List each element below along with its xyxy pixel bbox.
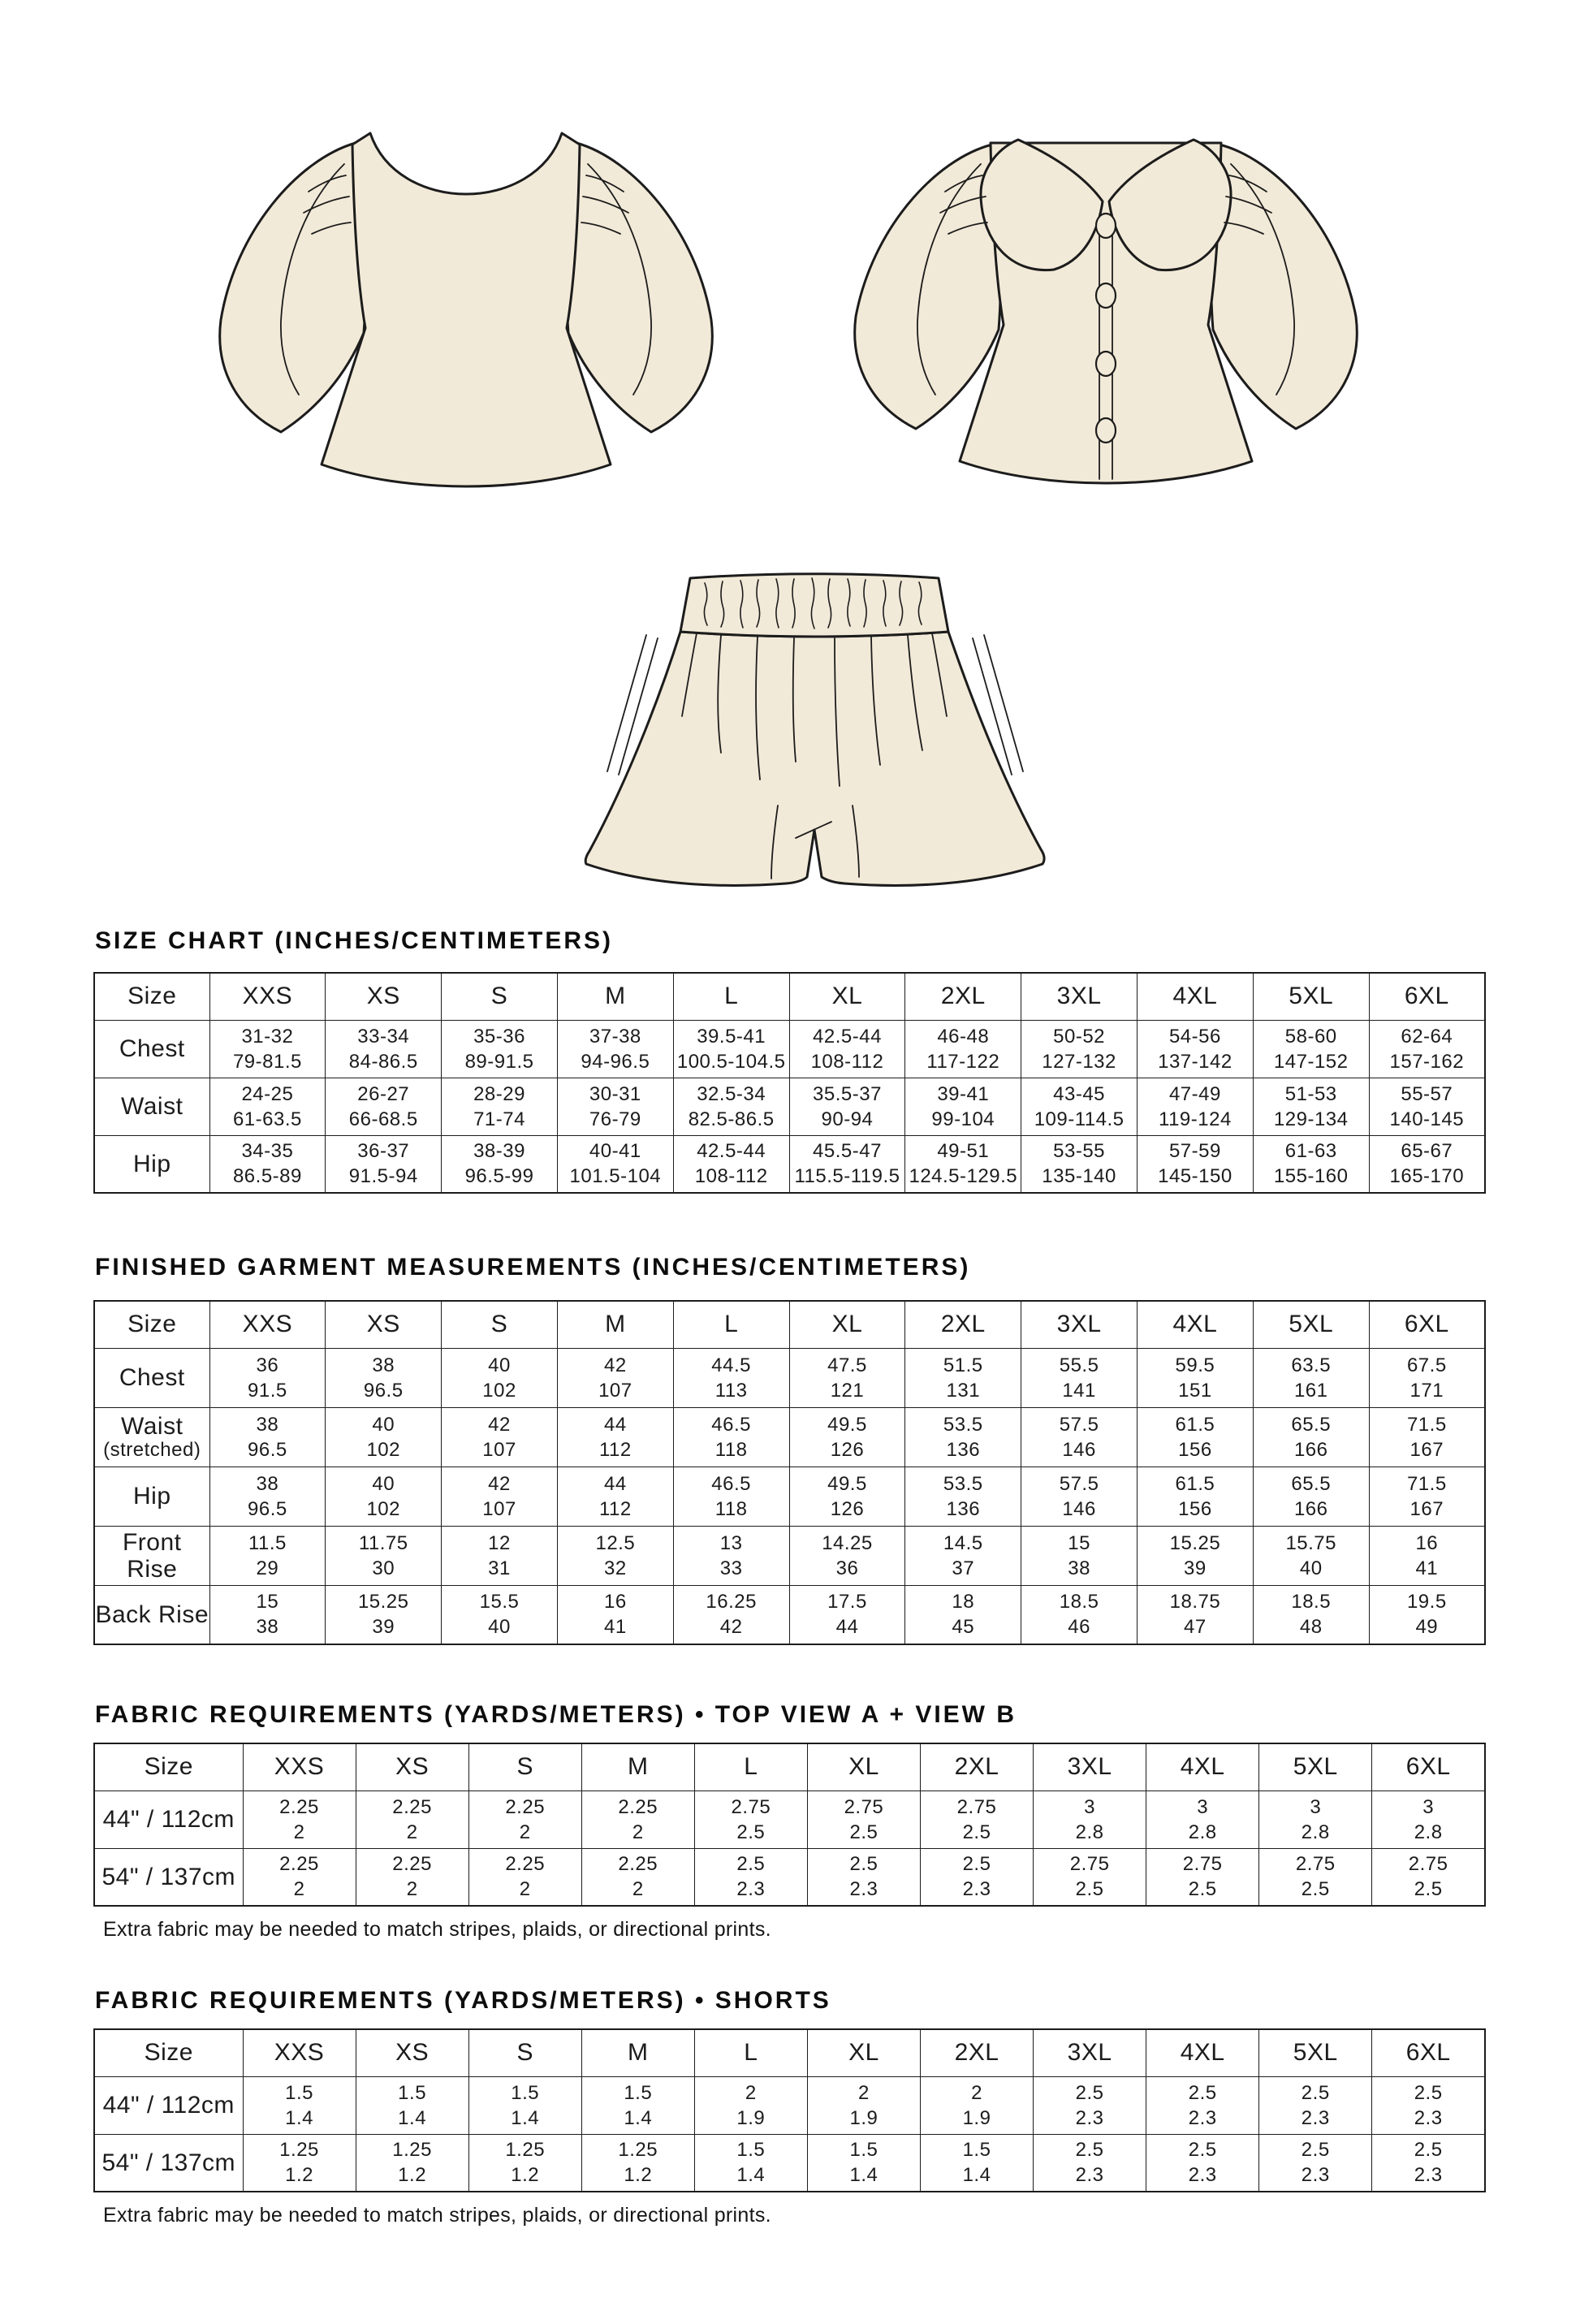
measurement-cell: 3 2.8 bbox=[1146, 1791, 1259, 1848]
size-column-header: 3XL bbox=[1034, 1743, 1146, 1791]
measurement-cell: 2.75 2.5 bbox=[694, 1791, 807, 1848]
measurement-cell: 2.25 2 bbox=[581, 1791, 694, 1848]
measurement-cell: 17.5 44 bbox=[789, 1585, 905, 1644]
measurement-cell: 1.5 1.4 bbox=[243, 2076, 356, 2134]
size-column-header: XXS bbox=[243, 2029, 356, 2076]
measurement-cell: 1.5 1.4 bbox=[694, 2134, 807, 2192]
measurement-cell: 12.5 32 bbox=[557, 1526, 673, 1585]
measurement-cell: 15.5 40 bbox=[442, 1585, 558, 1644]
size-column-header: XL bbox=[807, 1743, 920, 1791]
measurement-cell: 2.5 2.3 bbox=[1146, 2076, 1259, 2134]
measurement-cell: 40-41 101.5-104 bbox=[557, 1135, 673, 1193]
header-row bbox=[94, 1301, 1485, 1348]
measurement-cell: 1.5 1.4 bbox=[356, 2076, 468, 2134]
measurement-cell: 2.75 2.5 bbox=[1259, 1848, 1372, 1906]
measurement-cell: 42.5-44 108-112 bbox=[673, 1135, 789, 1193]
row-label: Chest bbox=[94, 1348, 209, 1407]
size-column-header: 4XL bbox=[1146, 1743, 1259, 1791]
measurement-cell: 15.25 39 bbox=[1138, 1526, 1254, 1585]
measurement-cell: 40 102 bbox=[326, 1467, 442, 1526]
size-chart-table bbox=[93, 972, 1486, 1194]
measurement-cell: 18.75 47 bbox=[1138, 1585, 1254, 1644]
size-column-header: M bbox=[557, 973, 673, 1020]
row-label: Waist (stretched) bbox=[94, 1407, 209, 1467]
measurement-cell: 55.5 141 bbox=[1021, 1348, 1138, 1407]
measurement-cell: 2.25 2 bbox=[356, 1791, 468, 1848]
table-row bbox=[94, 1585, 1485, 1644]
measurement-cell: 49.5 126 bbox=[789, 1467, 905, 1526]
measurement-cell: 42 107 bbox=[557, 1348, 673, 1407]
size-column-header: 5XL bbox=[1253, 973, 1369, 1020]
measurement-cell: 50-52 127-132 bbox=[1021, 1020, 1138, 1078]
measurement-cell: 40 102 bbox=[326, 1407, 442, 1467]
shorts-illustration bbox=[567, 562, 1064, 888]
measurement-cell: 1.5 1.4 bbox=[468, 2076, 581, 2134]
measurement-cell: 2.75 2.5 bbox=[920, 1791, 1033, 1848]
measurement-cell: 15 38 bbox=[1021, 1526, 1138, 1585]
size-column-header: 5XL bbox=[1259, 1743, 1372, 1791]
size-column-header: XS bbox=[356, 2029, 468, 2076]
measurement-cell: 2.25 2 bbox=[243, 1848, 356, 1906]
measurement-cell: 61-63 155-160 bbox=[1253, 1135, 1369, 1193]
size-column-header: 6XL bbox=[1369, 1301, 1485, 1348]
fabric-requirements-top-table-host bbox=[93, 1743, 1486, 1907]
measurement-cell: 46.5 118 bbox=[673, 1407, 789, 1467]
measurement-cell: 1.5 1.4 bbox=[581, 2076, 694, 2134]
measurement-cell: 2.5 2.3 bbox=[1259, 2076, 1372, 2134]
measurement-cell: 46-48 117-122 bbox=[905, 1020, 1021, 1078]
measurement-cell: 16 41 bbox=[557, 1585, 673, 1644]
measurement-cell: 32.5-34 82.5-86.5 bbox=[673, 1078, 789, 1135]
measurement-cell: 14.25 36 bbox=[789, 1526, 905, 1585]
measurement-cell: 38-39 96.5-99 bbox=[442, 1135, 558, 1193]
measurement-cell: 19.5 49 bbox=[1369, 1585, 1485, 1644]
measurement-cell: 63.5 161 bbox=[1253, 1348, 1369, 1407]
measurement-cell: 2.5 2.3 bbox=[1259, 2134, 1372, 2192]
measurement-cell: 67.5 171 bbox=[1369, 1348, 1485, 1407]
measurement-cell: 2.75 2.5 bbox=[1372, 1848, 1485, 1906]
size-column-header: XXS bbox=[209, 1301, 326, 1348]
size-column-header: XS bbox=[356, 1743, 468, 1791]
measurement-cell: 14.5 37 bbox=[905, 1526, 1021, 1585]
measurement-cell: 35.5-37 90-94 bbox=[789, 1078, 905, 1135]
size-column-header: 5XL bbox=[1253, 1301, 1369, 1348]
measurement-cell: 2.5 2.3 bbox=[1034, 2134, 1146, 2192]
measurement-cell: 16.25 42 bbox=[673, 1585, 789, 1644]
shorts-front bbox=[585, 574, 1044, 886]
measurement-cell: 15.75 40 bbox=[1253, 1526, 1369, 1585]
measurement-cell: 2.5 2.3 bbox=[1034, 2076, 1146, 2134]
table-row bbox=[94, 1407, 1485, 1467]
measurement-cell: 33-34 84-86.5 bbox=[326, 1020, 442, 1078]
corner-header: Size bbox=[94, 1301, 209, 1348]
row-label: Hip bbox=[94, 1467, 209, 1526]
measurement-cell: 18 45 bbox=[905, 1585, 1021, 1644]
measurement-cell: 40 102 bbox=[442, 1348, 558, 1407]
measurement-cell: 44 112 bbox=[557, 1407, 673, 1467]
measurement-cell: 2.75 2.5 bbox=[1034, 1848, 1146, 1906]
size-column-header: 3XL bbox=[1021, 1301, 1138, 1348]
measurement-cell: 15 38 bbox=[209, 1585, 326, 1644]
measurement-cell: 1.5 1.4 bbox=[807, 2134, 920, 2192]
measurement-cell: 38 96.5 bbox=[209, 1407, 326, 1467]
measurement-cell: 2.5 2.3 bbox=[1146, 2134, 1259, 2192]
size-column-header: 6XL bbox=[1372, 2029, 1485, 2076]
measurement-cell: 58-60 147-152 bbox=[1253, 1020, 1369, 1078]
header-row bbox=[94, 2029, 1485, 2076]
measurement-cell: 42 107 bbox=[442, 1467, 558, 1526]
size-column-header: XXS bbox=[243, 1743, 356, 1791]
size-column-header: S bbox=[442, 1301, 558, 1348]
fabric-requirements-top-title: FABRIC REQUIREMENTS (YARDS/METERS) • TOP VIEW A + VIEW B bbox=[95, 1701, 1017, 1728]
measurement-cell: 42 107 bbox=[442, 1407, 558, 1467]
size-column-header: S bbox=[468, 2029, 581, 2076]
measurement-cell: 2 1.9 bbox=[694, 2076, 807, 2134]
fabric-requirements-shorts-table-host bbox=[93, 2028, 1486, 2192]
size-column-header: 4XL bbox=[1146, 2029, 1259, 2076]
size-column-header: S bbox=[468, 1743, 581, 1791]
size-column-header: 2XL bbox=[920, 1743, 1033, 1791]
measurement-cell: 2.25 2 bbox=[468, 1848, 581, 1906]
corner-header: Size bbox=[94, 973, 209, 1020]
size-column-header: M bbox=[581, 1743, 694, 1791]
finished-measurements-title: FINISHED GARMENT MEASUREMENTS (INCHES/CENTIMETERS) bbox=[95, 1254, 971, 1281]
measurement-cell: 61.5 156 bbox=[1138, 1407, 1254, 1467]
size-column-header: M bbox=[557, 1301, 673, 1348]
measurement-cell: 18.5 46 bbox=[1021, 1585, 1138, 1644]
measurement-cell: 65.5 166 bbox=[1253, 1407, 1369, 1467]
corner-header: Size bbox=[94, 1743, 243, 1791]
row-label: Chest bbox=[94, 1020, 209, 1078]
measurement-cell: 1.25 1.2 bbox=[581, 2134, 694, 2192]
measurement-cell: 59.5 151 bbox=[1138, 1348, 1254, 1407]
measurement-cell: 44 112 bbox=[557, 1467, 673, 1526]
measurement-cell: 11.5 29 bbox=[209, 1526, 326, 1585]
measurement-cell: 3 2.8 bbox=[1034, 1791, 1146, 1848]
measurement-cell: 55-57 140-145 bbox=[1369, 1078, 1485, 1135]
row-label: 54" / 137cm bbox=[94, 2134, 243, 2192]
measurement-cell: 39-41 99-104 bbox=[905, 1078, 1021, 1135]
size-column-header: 4XL bbox=[1138, 1301, 1254, 1348]
row-label: Hip bbox=[94, 1135, 209, 1193]
measurement-cell: 71.5 167 bbox=[1369, 1407, 1485, 1467]
measurement-cell: 18.5 48 bbox=[1253, 1585, 1369, 1644]
fabric-note-top: Extra fabric may be needed to match stripes, plaids, or directional prints. bbox=[103, 1918, 771, 1941]
measurement-cell: 54-56 137-142 bbox=[1138, 1020, 1254, 1078]
measurement-cell: 2.75 2.5 bbox=[1146, 1848, 1259, 1906]
row-label: Waist bbox=[94, 1078, 209, 1135]
measurement-cell: 28-29 71-74 bbox=[442, 1078, 558, 1135]
size-chart-title: SIZE CHART (INCHES/CENTIMETERS) bbox=[95, 927, 614, 954]
size-column-header: 6XL bbox=[1372, 1743, 1485, 1791]
measurement-cell: 36-37 91.5-94 bbox=[326, 1135, 442, 1193]
size-column-header: XL bbox=[789, 973, 905, 1020]
measurement-cell: 57-59 145-150 bbox=[1138, 1135, 1254, 1193]
measurement-cell: 43-45 109-114.5 bbox=[1021, 1078, 1138, 1135]
measurement-cell: 30-31 76-79 bbox=[557, 1078, 673, 1135]
measurement-cell: 2.5 2.3 bbox=[694, 1848, 807, 1906]
row-label: 44" / 112cm bbox=[94, 1791, 243, 1848]
blouse-collar-front bbox=[855, 140, 1358, 483]
top-view-b-illustration bbox=[814, 107, 1398, 500]
measurement-cell: 2.5 2.3 bbox=[1372, 2134, 1485, 2192]
fabric-requirements-shorts-title: FABRIC REQUIREMENTS (YARDS/METERS) • SHORTS bbox=[95, 1987, 831, 2014]
measurement-cell: 12 31 bbox=[442, 1526, 558, 1585]
size-column-header: XXS bbox=[209, 973, 326, 1020]
measurement-cell: 31-32 79-81.5 bbox=[209, 1020, 326, 1078]
corner-header: Size bbox=[94, 2029, 243, 2076]
measurement-cell: 39.5-41 100.5-104.5 bbox=[673, 1020, 789, 1078]
measurement-cell: 13 33 bbox=[673, 1526, 789, 1585]
size-column-header: 2XL bbox=[905, 973, 1021, 1020]
size-column-header: 2XL bbox=[905, 1301, 1021, 1348]
row-label: 54" / 137cm bbox=[94, 1848, 243, 1906]
measurement-cell: 2.25 2 bbox=[581, 1848, 694, 1906]
row-label: 44" / 112cm bbox=[94, 2076, 243, 2134]
size-column-header: L bbox=[694, 1743, 807, 1791]
measurement-cell: 46.5 118 bbox=[673, 1467, 789, 1526]
measurement-cell: 44.5 113 bbox=[673, 1348, 789, 1407]
measurement-cell: 53.5 136 bbox=[905, 1467, 1021, 1526]
measurement-cell: 65-67 165-170 bbox=[1369, 1135, 1485, 1193]
measurement-cell: 71.5 167 bbox=[1369, 1467, 1485, 1526]
size-column-header: 3XL bbox=[1021, 973, 1138, 1020]
measurement-cell: 3 2.8 bbox=[1372, 1791, 1485, 1848]
measurement-cell: 2.25 2 bbox=[468, 1791, 581, 1848]
table-row bbox=[94, 1135, 1485, 1193]
table-row bbox=[94, 1348, 1485, 1407]
size-column-header: S bbox=[442, 973, 558, 1020]
measurement-cell: 35-36 89-91.5 bbox=[442, 1020, 558, 1078]
measurement-cell: 3 2.8 bbox=[1259, 1791, 1372, 1848]
table-row bbox=[94, 1848, 1485, 1906]
table-row bbox=[94, 1791, 1485, 1848]
measurement-cell: 2.25 2 bbox=[356, 1848, 468, 1906]
measurement-cell: 1.25 1.2 bbox=[243, 2134, 356, 2192]
size-column-header: XS bbox=[326, 973, 442, 1020]
fabric-requirements-shorts-table bbox=[93, 2028, 1486, 2192]
measurement-cell: 53-55 135-140 bbox=[1021, 1135, 1138, 1193]
header-row bbox=[94, 973, 1485, 1020]
finished-garment-measurements-table bbox=[93, 1300, 1486, 1645]
measurement-cell: 2 1.9 bbox=[920, 2076, 1033, 2134]
measurement-cell: 61.5 156 bbox=[1138, 1467, 1254, 1526]
measurement-cell: 2.75 2.5 bbox=[807, 1791, 920, 1848]
measurement-cell: 1.5 1.4 bbox=[920, 2134, 1033, 2192]
measurement-cell: 53.5 136 bbox=[905, 1407, 1021, 1467]
size-column-header: 6XL bbox=[1369, 973, 1485, 1020]
size-chart-table-host bbox=[93, 972, 1486, 1194]
fabric-requirements-top-table bbox=[93, 1743, 1486, 1907]
measurement-cell: 57.5 146 bbox=[1021, 1467, 1138, 1526]
measurement-cell: 2.5 2.3 bbox=[920, 1848, 1033, 1906]
table-row bbox=[94, 2076, 1485, 2134]
measurement-cell: 1.25 1.2 bbox=[356, 2134, 468, 2192]
measurement-cell: 51.5 131 bbox=[905, 1348, 1021, 1407]
size-column-header: XL bbox=[807, 2029, 920, 2076]
row-label: Back Rise bbox=[94, 1585, 209, 1644]
fabric-note-shorts: Extra fabric may be needed to match stripes, plaids, or directional prints. bbox=[103, 2204, 771, 2227]
measurement-cell: 49.5 126 bbox=[789, 1407, 905, 1467]
blouse-plain-front bbox=[220, 133, 713, 486]
size-column-header: 4XL bbox=[1138, 973, 1254, 1020]
size-column-header: XS bbox=[326, 1301, 442, 1348]
measurement-cell: 47-49 119-124 bbox=[1138, 1078, 1254, 1135]
measurement-cell: 49-51 124.5-129.5 bbox=[905, 1135, 1021, 1193]
size-column-header: XL bbox=[789, 1301, 905, 1348]
top-view-a-illustration bbox=[185, 112, 747, 500]
measurement-cell: 42.5-44 108-112 bbox=[789, 1020, 905, 1078]
measurement-cell: 1.25 1.2 bbox=[468, 2134, 581, 2192]
measurement-cell: 11.75 30 bbox=[326, 1526, 442, 1585]
finished-measurements-table-host bbox=[93, 1300, 1486, 1645]
measurement-cell: 62-64 157-162 bbox=[1369, 1020, 1485, 1078]
size-column-header: 2XL bbox=[920, 2029, 1033, 2076]
size-column-header: L bbox=[694, 2029, 807, 2076]
measurement-cell: 24-25 61-63.5 bbox=[209, 1078, 326, 1135]
measurement-cell: 51-53 129-134 bbox=[1253, 1078, 1369, 1135]
measurement-cell: 45.5-47 115.5-119.5 bbox=[789, 1135, 905, 1193]
measurement-cell: 16 41 bbox=[1369, 1526, 1485, 1585]
table-row bbox=[94, 2134, 1485, 2192]
measurement-cell: 15.25 39 bbox=[326, 1585, 442, 1644]
size-column-header: L bbox=[673, 973, 789, 1020]
measurement-cell: 36 91.5 bbox=[209, 1348, 326, 1407]
measurement-cell: 57.5 146 bbox=[1021, 1407, 1138, 1467]
table-row bbox=[94, 1078, 1485, 1135]
measurement-cell: 2.5 2.3 bbox=[1372, 2076, 1485, 2134]
measurement-cell: 26-27 66-68.5 bbox=[326, 1078, 442, 1135]
row-label: Front Rise bbox=[94, 1526, 209, 1585]
size-column-header: 3XL bbox=[1034, 2029, 1146, 2076]
table-row bbox=[94, 1020, 1485, 1078]
size-column-header: 5XL bbox=[1259, 2029, 1372, 2076]
measurement-cell: 2.5 2.3 bbox=[807, 1848, 920, 1906]
measurement-cell: 65.5 166 bbox=[1253, 1467, 1369, 1526]
size-column-header: M bbox=[581, 2029, 694, 2076]
measurement-cell: 37-38 94-96.5 bbox=[557, 1020, 673, 1078]
size-column-header: L bbox=[673, 1301, 789, 1348]
measurement-cell: 38 96.5 bbox=[209, 1467, 326, 1526]
measurement-cell: 2.25 2 bbox=[243, 1791, 356, 1848]
measurement-cell: 34-35 86.5-89 bbox=[209, 1135, 326, 1193]
header-row bbox=[94, 1743, 1485, 1791]
measurement-cell: 47.5 121 bbox=[789, 1348, 905, 1407]
table-row bbox=[94, 1526, 1485, 1585]
measurement-cell: 38 96.5 bbox=[326, 1348, 442, 1407]
measurement-cell: 2 1.9 bbox=[807, 2076, 920, 2134]
table-row bbox=[94, 1467, 1485, 1526]
